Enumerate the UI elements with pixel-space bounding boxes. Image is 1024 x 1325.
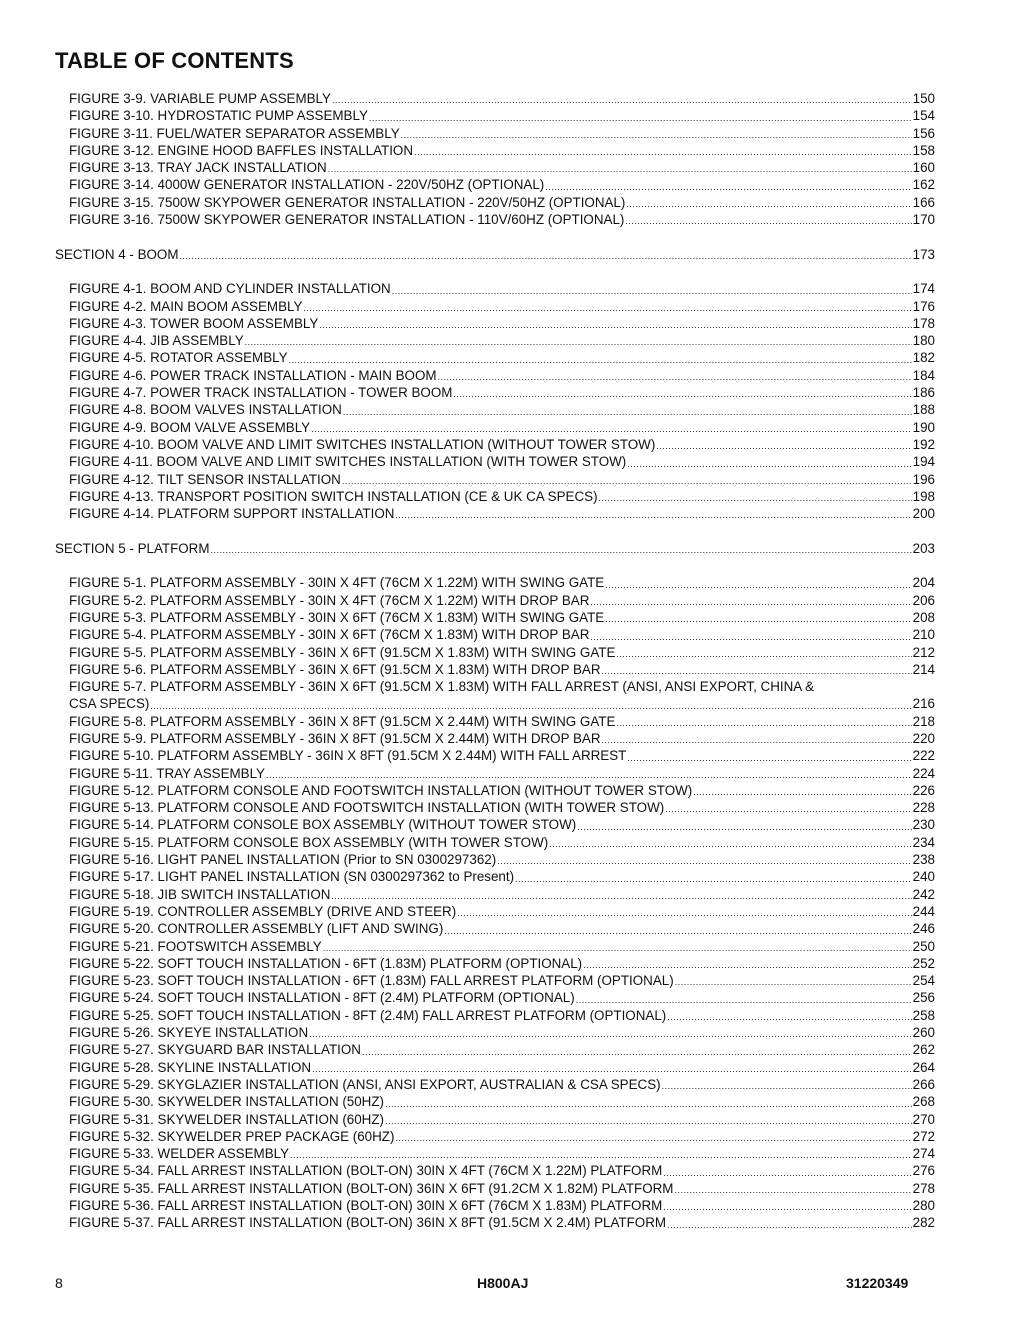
toc-entry-title: FIGURE 5-33. WELDER ASSEMBLY (69, 1146, 290, 1162)
toc-entry[interactable] (69, 1145, 935, 1162)
toc-entry[interactable] (69, 419, 935, 436)
toc-page-number: 250 (912, 938, 935, 954)
toc-entry[interactable] (69, 1197, 935, 1214)
toc-entry[interactable] (69, 298, 935, 315)
toc-entry-title: FIGURE 5-35. FALL ARREST INSTALLATION (BOLT-ON) 36IN X 6FT (91.2CM X 1.82M) PLATFORM (69, 1180, 674, 1196)
page-footer (0, 1275, 1024, 1295)
leader-dots (414, 145, 912, 159)
toc-entry-title: FIGURE 5-21. FOOTSWITCH ASSEMBLY (69, 938, 322, 954)
toc-page-number: 150 (912, 91, 935, 106)
toc-entry-title: FIGURE 5-19. CONTROLLER ASSEMBLY (DRIVE AND STEER) (69, 903, 457, 919)
toc-entry-title: FIGURE 4-9. BOOM VALVE ASSEMBLY (69, 419, 311, 435)
toc-entry-title: FIGURE 5-18. JIB SWITCH INSTALLATION (69, 886, 331, 902)
toc-entry[interactable] (69, 816, 935, 833)
toc-page-number: 254 (912, 973, 935, 989)
toc-entry[interactable] (69, 834, 935, 851)
toc-page-number: 282 (912, 1215, 935, 1231)
leader-dots (457, 906, 911, 920)
toc-entry[interactable] (69, 349, 935, 366)
toc-entry[interactable] (69, 765, 935, 782)
leader-dots (385, 1097, 912, 1111)
toc-page-number: 218 (912, 713, 935, 729)
toc-entry-title: SECTION 4 - BOOM (55, 246, 179, 262)
leader-dots (625, 214, 911, 228)
toc-entry[interactable] (69, 903, 935, 920)
leader-dots (303, 301, 911, 315)
leader-dots (150, 699, 911, 713)
leader-dots (290, 1148, 912, 1162)
leader-dots (180, 249, 912, 263)
toc-entry-title: FIGURE 4-3. TOWER BOOM ASSEMBLY (69, 315, 319, 331)
toc-page-number: 246 (912, 921, 935, 937)
toc-entry[interactable] (69, 574, 935, 591)
toc-entry[interactable] (69, 384, 935, 401)
toc-entry-title: FIGURE 5-36. FALL ARREST INSTALLATION (BOLT-ON) 30IN X 6FT (76CM X 1.83M) PLATFORM (69, 1198, 663, 1213)
toc-page-number: 262 (912, 1042, 935, 1058)
toc-entry[interactable] (69, 1007, 935, 1024)
toc-entry[interactable] (69, 695, 935, 712)
toc-page-number: 178 (912, 315, 935, 331)
toc-page-number: 226 (912, 782, 935, 798)
leader-dots (675, 975, 912, 989)
toc-page-number: 210 (912, 627, 935, 643)
footer-page-number: 8 (55, 1275, 63, 1291)
toc-page-number: 186 (912, 385, 935, 401)
leader-dots (362, 1045, 912, 1059)
toc-entry[interactable] (69, 367, 935, 384)
toc-entry[interactable] (69, 315, 935, 332)
toc-page-number: 208 (912, 609, 935, 625)
toc-page-number: 264 (912, 1059, 935, 1075)
toc-page-number: 200 (912, 506, 935, 522)
toc-page-number: 188 (912, 402, 935, 418)
toc-entry-title: FIGURE 5-32. SKYWELDER PREP PACKAGE (60HZ) (69, 1128, 395, 1144)
toc-page-number: 244 (912, 903, 935, 919)
toc-page-number: 274 (912, 1146, 935, 1162)
toc-entry-title: FIGURE 5-8. PLATFORM ASSEMBLY - 36IN X 8FT (91.5CM X 2.44M) WITH SWING GATE (69, 713, 616, 729)
leader-dots (453, 387, 911, 401)
leader-dots (583, 958, 912, 972)
toc-page-number: 222 (912, 748, 935, 764)
toc-entry[interactable] (69, 1180, 935, 1197)
leader-dots (438, 370, 912, 384)
leader-dots (515, 872, 912, 886)
leader-dots (342, 474, 912, 488)
toc-entry[interactable] (69, 159, 935, 176)
leader-dots (545, 180, 911, 194)
toc-page-number: 173 (912, 246, 935, 262)
leader-dots (602, 733, 912, 747)
toc-entry-title: FIGURE 4-6. POWER TRACK INSTALLATION - MAIN BOOM (69, 367, 437, 383)
toc-entry-title: FIGURE 5-4. PLATFORM ASSEMBLY - 30IN X 6FT (76CM X 1.83M) WITH DROP BAR (69, 627, 590, 643)
toc-entry-title: FIGURE 5-14. PLATFORM CONSOLE BOX ASSEMBLY (WITHOUT TOWER STOW) (69, 817, 577, 833)
leader-dots (663, 1200, 911, 1214)
leader-dots (245, 335, 912, 349)
toc-page-number: 174 (912, 281, 935, 297)
leader-dots (665, 802, 911, 816)
leader-dots (392, 284, 912, 298)
toc-entry-title: FIGURE 5-28. SKYLINE INSTALLATION (69, 1059, 312, 1075)
toc-entry-title: FIGURE 4-11. BOOM VALVE AND LIMIT SWITCHES INSTALLATION (WITH TOWER STOW) (69, 454, 627, 470)
toc-entry[interactable] (69, 125, 935, 142)
toc-entry-title: FIGURE 5-22. SOFT TOUCH INSTALLATION - 6FT (1.83M) PLATFORM (OPTIONAL) (69, 955, 583, 971)
toc-entry[interactable] (69, 1111, 935, 1128)
leader-dots (590, 595, 911, 609)
leader-dots (328, 162, 912, 176)
toc-page-number: 198 (912, 488, 935, 504)
toc-entry-title: FIGURE 5-17. LIGHT PANEL INSTALLATION (SN 0300297362 to Present) (69, 869, 515, 885)
toc-page-number: 258 (912, 1007, 935, 1023)
toc-entry-title: FIGURE 4-13. TRANSPORT POSITION SWITCH INSTALLATION (CE & UK CA SPECS) (69, 488, 598, 504)
toc-section-entry[interactable] (55, 540, 935, 557)
toc-entry[interactable] (69, 799, 935, 816)
toc-page-number: 270 (912, 1111, 935, 1127)
toc-page-number: 216 (912, 696, 935, 712)
leader-dots (497, 854, 911, 868)
toc-page-number: 203 (912, 540, 935, 556)
toc-page-number: 196 (912, 471, 935, 487)
toc-page-number: 214 (912, 661, 935, 677)
toc-entry[interactable] (69, 107, 935, 124)
leader-dots (576, 993, 912, 1007)
toc-page-number: 206 (912, 592, 935, 608)
toc-entry-title: FIGURE 5-29. SKYGLAZIER INSTALLATION (ANSI, ANSI EXPORT, AUSTRALIAN & CSA SPECS) (69, 1076, 661, 1092)
toc-entry[interactable] (69, 1214, 935, 1231)
toc-page-number: 184 (912, 367, 935, 383)
leader-dots (401, 128, 912, 142)
toc-page-number: 212 (912, 644, 935, 660)
leader-dots (627, 751, 911, 765)
leader-dots (319, 318, 911, 332)
toc-entry[interactable] (69, 453, 935, 470)
toc-page-number: 228 (912, 800, 935, 816)
toc-entry[interactable] (69, 626, 935, 643)
toc-entry[interactable] (69, 972, 935, 989)
toc-entry-title: FIGURE 4-1. BOOM AND CYLINDER INSTALLATION (69, 281, 391, 297)
leader-dots (663, 1166, 911, 1180)
toc-entry-title: FIGURE 5-3. PLATFORM ASSEMBLY - 30IN X 6FT (76CM X 1.83M) WITH SWING GATE (69, 609, 605, 625)
toc-entry[interactable] (69, 401, 935, 418)
toc-entry-title: FIGURE 3-11. FUEL/WATER SEPARATOR ASSEMBLY (69, 125, 400, 141)
toc-page-number: 166 (912, 194, 935, 210)
leader-dots (605, 612, 911, 626)
toc-entry-title: FIGURE 5-10. PLATFORM ASSEMBLY - 36IN X 8FT (91.5CM X 2.44M) WITH FALL ARREST (69, 748, 627, 764)
toc-page-number: 154 (912, 108, 935, 124)
toc-entry[interactable] (69, 868, 935, 885)
toc-entry-title: FIGURE 5-31. SKYWELDER INSTALLATION (60HZ) (69, 1111, 384, 1127)
toc-entry-title: FIGURE 5-24. SOFT TOUCH INSTALLATION - 8FT (2.4M) PLATFORM (OPTIONAL) (69, 990, 575, 1006)
toc-entry[interactable] (69, 211, 935, 228)
toc-entry[interactable] (69, 332, 935, 349)
toc-entry-title: FIGURE 5-1. PLATFORM ASSEMBLY - 30IN X 4FT (76CM X 1.22M) WITH SWING GATE (69, 575, 605, 591)
toc-entry-line[interactable]: FIGURE 5-7. PLATFORM ASSEMBLY - 36IN X 6FT (91.5CM X 1.83M) WITH FALL ARREST (ANSI, ANSI EXPORT, CHINA & (69, 679, 815, 695)
toc-entry-title: FIGURE 3-12. ENGINE HOOD BAFFLES INSTALLATION (69, 142, 414, 158)
toc-entry-title: FIGURE 3-15. 7500W SKYPOWER GENERATOR INSTALLATION - 220V/50HZ (OPTIONAL) (69, 194, 626, 210)
toc-entry-title: FIGURE 5-25. SOFT TOUCH INSTALLATION - 8FT (2.4M) FALL ARREST PLATFORM (OPTIONAL) (69, 1007, 667, 1023)
toc-entry[interactable] (69, 436, 935, 453)
toc-entry[interactable] (69, 1162, 935, 1179)
toc-entry-title: FIGURE 3-13. TRAY JACK INSTALLATION (69, 160, 327, 176)
toc-entry[interactable] (69, 471, 935, 488)
toc-entry-title: FIGURE 4-2. MAIN BOOM ASSEMBLY (69, 298, 303, 314)
toc-entry-title: FIGURE 3-9. VARIABLE PUMP ASSEMBLY (69, 91, 331, 106)
toc-entry-title: FIGURE 4-10. BOOM VALVE AND LIMIT SWITCHES INSTALLATION (WITHOUT TOWER STOW) (69, 436, 656, 452)
toc-entry[interactable] (69, 661, 935, 678)
toc-page-number: 252 (912, 955, 935, 971)
toc-entry-title: SECTION 5 - PLATFORM (55, 540, 210, 556)
leader-dots (332, 93, 912, 107)
page-title: TABLE OF CONTENTS (55, 48, 294, 73)
toc-entry[interactable] (69, 886, 935, 903)
toc-page-number: 170 (912, 212, 935, 228)
toc-entry[interactable] (69, 851, 935, 868)
toc-entry-title: FIGURE 5-15. PLATFORM CONSOLE BOX ASSEMBLY (WITH TOWER STOW) (69, 834, 549, 850)
leader-dots (626, 197, 911, 211)
leader-dots (577, 820, 911, 834)
toc-page-number: 266 (912, 1076, 935, 1092)
toc-page-number: 162 (912, 177, 935, 193)
toc-entry[interactable] (69, 280, 935, 297)
leader-dots (674, 1183, 911, 1197)
toc-entry-title: FIGURE 5-20. CONTROLLER ASSEMBLY (LIFT AND SWING) (69, 921, 444, 937)
toc-page-number: 240 (912, 869, 935, 885)
toc-entry[interactable] (69, 989, 935, 1006)
toc-page-number: 256 (912, 990, 935, 1006)
footer-doc-number: 31220349 (846, 1275, 909, 1291)
toc-entry-title: FIGURE 5-37. FALL ARREST INSTALLATION (BOLT-ON) 36IN X 8FT (91.5CM X 2.4M) PLATFORM (69, 1215, 667, 1231)
toc-entry-title: FIGURE 4-14. PLATFORM SUPPORT INSTALLATION (69, 506, 395, 522)
toc-page-number: 160 (912, 160, 935, 176)
leader-dots (656, 439, 911, 453)
leader-dots (605, 578, 911, 592)
toc-entry-title: FIGURE 5-2. PLATFORM ASSEMBLY - 30IN X 4FT (76CM X 1.22M) WITH DROP BAR (69, 592, 590, 608)
toc-page-number: 176 (912, 298, 935, 314)
toc-entry[interactable] (69, 592, 935, 609)
toc-entry[interactable] (69, 176, 935, 193)
leader-dots (211, 543, 912, 557)
toc-section-entry[interactable] (55, 246, 935, 263)
toc-page-number: 242 (912, 886, 935, 902)
leader-dots (331, 889, 911, 903)
toc-entry-title: FIGURE 4-5. ROTATOR ASSEMBLY (69, 350, 288, 366)
leader-dots (549, 837, 911, 851)
toc-entry-title: FIGURE 3-14. 4000W GENERATOR INSTALLATION - 220V/50HZ (OPTIONAL) (69, 177, 545, 193)
toc-page-number: 238 (912, 852, 935, 868)
toc-page-number: 190 (912, 419, 935, 435)
toc-page-number: 192 (912, 436, 935, 452)
toc-entry-title: CSA SPECS) (69, 696, 150, 712)
toc-entry-title: FIGURE 4-7. POWER TRACK INSTALLATION - TOWER BOOM (69, 385, 453, 401)
toc-page-number: 272 (912, 1128, 935, 1144)
toc-page-number: 234 (912, 834, 935, 850)
leader-dots (289, 353, 912, 367)
toc-entry-title: FIGURE 5-26. SKYEYE INSTALLATION (69, 1025, 309, 1041)
toc-entry-title: FIGURE 5-9. PLATFORM ASSEMBLY - 36IN X 8FT (91.5CM X 2.44M) WITH DROP BAR (69, 730, 601, 746)
toc-entry-title: FIGURE 5-27. SKYGUARD BAR INSTALLATION (69, 1042, 361, 1058)
leader-dots (395, 508, 911, 522)
leader-dots (311, 422, 912, 436)
toc-entry[interactable] (69, 1076, 935, 1093)
toc-page-number: 230 (912, 817, 935, 833)
toc-list (0, 90, 1024, 1232)
toc-page-number: 194 (912, 454, 935, 470)
toc-entry[interactable] (69, 1041, 935, 1058)
toc-entry-title: FIGURE 4-8. BOOM VALVES INSTALLATION (69, 402, 342, 418)
toc-entry[interactable] (69, 920, 935, 937)
toc-entry[interactable] (69, 194, 935, 211)
toc-entry-title: FIGURE 5-16. LIGHT PANEL INSTALLATION (Prior to SN 0300297362) (69, 852, 497, 868)
toc-page-number: 182 (912, 350, 935, 366)
toc-page-number: 280 (912, 1198, 935, 1213)
toc-entry[interactable] (69, 747, 935, 764)
toc-page-number: 204 (912, 575, 935, 591)
toc-page-number: 158 (912, 142, 935, 158)
toc-entry[interactable] (69, 713, 935, 730)
leader-dots (602, 664, 912, 678)
toc-entry-title: FIGURE 5-12. PLATFORM CONSOLE AND FOOTSWITCH INSTALLATION (WITHOUT TOWER STOW) (69, 782, 693, 798)
leader-dots (369, 111, 912, 125)
leader-dots (312, 1062, 912, 1076)
toc-entry-title: FIGURE 5-6. PLATFORM ASSEMBLY - 36IN X 6FT (91.5CM X 1.83M) WITH DROP BAR (69, 661, 601, 677)
toc-entry-title: FIGURE 5-23. SOFT TOUCH INSTALLATION - 6FT (1.83M) FALL ARREST PLATFORM (OPTIONAL) (69, 973, 674, 989)
leader-dots (266, 768, 912, 782)
toc-entry[interactable] (69, 1128, 935, 1145)
leader-dots (590, 630, 911, 644)
toc-page-number: 156 (912, 125, 935, 141)
toc-entry-title: FIGURE 4-4. JIB ASSEMBLY (69, 333, 244, 349)
toc-entry-title: FIGURE 5-30. SKYWELDER INSTALLATION (50HZ) (69, 1094, 384, 1110)
leader-dots (627, 457, 911, 471)
toc-page-number: 278 (912, 1180, 935, 1196)
leader-dots (616, 716, 911, 730)
toc-entry-title: FIGURE 5-34. FALL ARREST INSTALLATION (BOLT-ON) 30IN X 4FT (76CM X 1.22M) PLATFORM (69, 1163, 663, 1179)
leader-dots (323, 941, 912, 955)
leader-dots (667, 1218, 912, 1232)
toc-entry[interactable] (69, 644, 935, 661)
toc-entry-title: FIGURE 3-16. 7500W SKYPOWER GENERATOR INSTALLATION - 110V/60HZ (OPTIONAL) (69, 212, 625, 228)
toc-entry[interactable] (69, 90, 935, 107)
leader-dots (385, 1114, 912, 1128)
footer-model: H800AJ (477, 1275, 529, 1291)
toc-entry[interactable] (69, 505, 935, 522)
toc-entry[interactable] (69, 955, 935, 972)
toc-entry[interactable] (69, 1093, 935, 1110)
leader-dots (395, 1131, 911, 1145)
toc-page-number: 268 (912, 1094, 935, 1110)
toc-page-number: 276 (912, 1163, 935, 1179)
toc-entry-title: FIGURE 5-11. TRAY ASSEMBLY (69, 765, 265, 781)
leader-dots (667, 1010, 911, 1024)
toc-entry[interactable] (69, 1059, 935, 1076)
toc-page-number: 224 (912, 765, 935, 781)
toc-entry-title: FIGURE 5-5. PLATFORM ASSEMBLY - 36IN X 6FT (91.5CM X 1.83M) WITH SWING GATE (69, 644, 616, 660)
toc-entry[interactable] (69, 938, 935, 955)
toc-page-number: 180 (912, 333, 935, 349)
leader-dots (599, 491, 912, 505)
leader-dots (309, 1027, 912, 1041)
leader-dots (343, 405, 912, 419)
leader-dots (444, 924, 911, 938)
toc-entry-title: FIGURE 5-13. PLATFORM CONSOLE AND FOOTSWITCH INSTALLATION (WITH TOWER STOW) (69, 800, 665, 816)
toc-page-number: 260 (912, 1025, 935, 1041)
toc-entry[interactable] (69, 730, 935, 747)
toc-entry[interactable] (69, 1024, 935, 1041)
toc-entry[interactable] (69, 609, 935, 626)
toc-entry-title: FIGURE 3-10. HYDROSTATIC PUMP ASSEMBLY (69, 108, 368, 124)
toc-entry-title: FIGURE 4-12. TILT SENSOR INSTALLATION (69, 471, 341, 487)
toc-entry[interactable] (69, 142, 935, 159)
leader-dots (693, 785, 911, 799)
leader-dots (616, 647, 911, 661)
toc-entry[interactable] (69, 488, 935, 505)
toc-entry[interactable] (69, 782, 935, 799)
toc-page-number: 220 (912, 730, 935, 746)
leader-dots (662, 1079, 912, 1093)
